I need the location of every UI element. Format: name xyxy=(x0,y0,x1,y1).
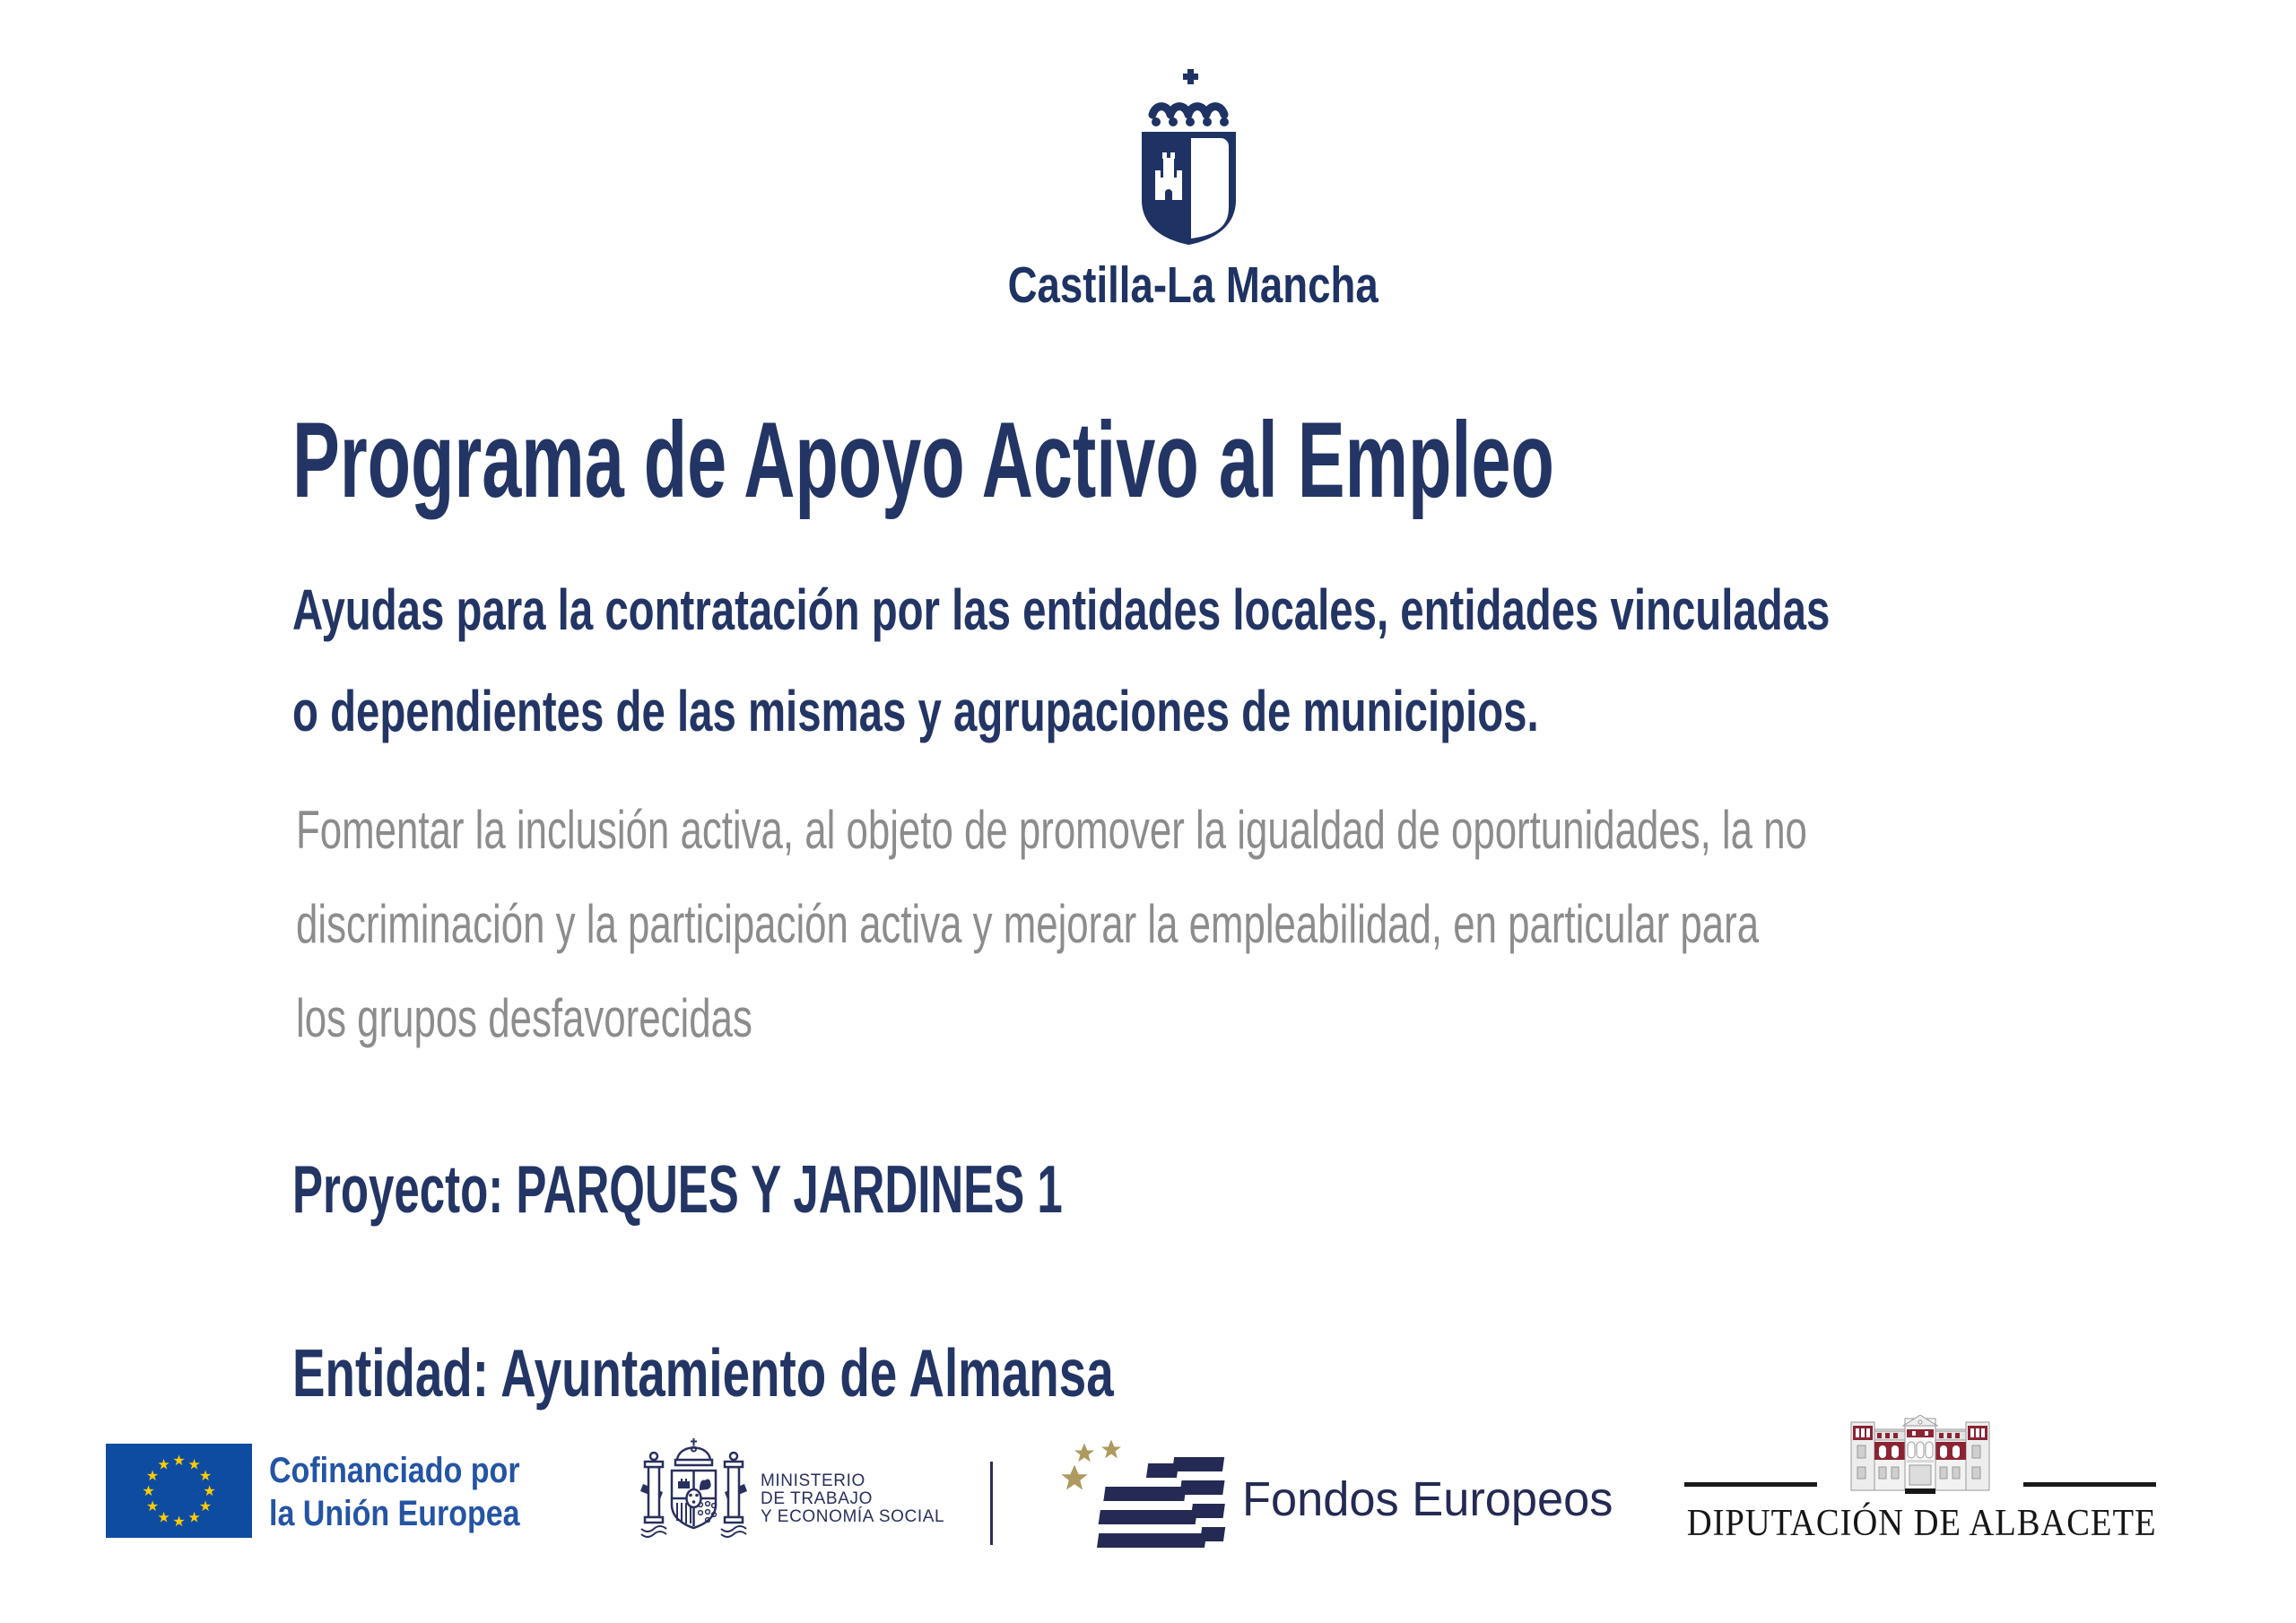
svg-text:★: ★ xyxy=(198,1497,213,1515)
description-line: los grupos desfavorecidas xyxy=(296,988,752,1048)
diputacion-building-icon xyxy=(1849,1415,1991,1494)
fondos-europeos-label: Fondos Europeos xyxy=(1242,1472,1613,1526)
svg-text:★: ★ xyxy=(187,1455,201,1473)
svg-text:★: ★ xyxy=(187,1508,201,1526)
eu-flag-icon xyxy=(106,1444,252,1538)
svg-text:★: ★ xyxy=(157,1508,170,1526)
svg-text:★: ★ xyxy=(172,1513,186,1530)
svg-text:★: ★ xyxy=(172,1452,186,1469)
diputacion-label: DIPUTACIÓN DE ALBACETE xyxy=(1687,1503,2157,1544)
crown-icon xyxy=(1152,107,1224,115)
svg-text:★: ★ xyxy=(203,1482,216,1499)
svg-text:★: ★ xyxy=(198,1467,213,1484)
eu-cofunded-label: Cofinanciado por la Unión Europea xyxy=(269,1451,520,1533)
clm-wordmark-text: Castilla-La Mancha xyxy=(1007,256,1378,314)
entity-label: Entidad: Ayuntamiento de Almansa xyxy=(292,1335,1114,1410)
ministry-label: MINISTERIO DE TRABAJO Y ECONOMÍA SOCIAL xyxy=(761,1471,945,1526)
svg-text:★: ★ xyxy=(145,1497,160,1515)
description-line: discriminación y la participación activa y mejorar la empleabilidad, en particular para xyxy=(296,894,1760,954)
project-label: Proyecto: PARQUES Y JARDINES 1 xyxy=(292,1151,1063,1227)
subtitle-line: Ayudas para la contratación por las entidades locales, entidades vinculadas xyxy=(292,577,1831,642)
right-rule xyxy=(2023,1482,2156,1487)
castilla-la-mancha-emblem-icon xyxy=(1142,65,1236,245)
fondos-europeos-icon xyxy=(1058,1439,1229,1551)
subtitle-line: o dependientes de las mismas y agrupaciones de municipios. xyxy=(292,679,1539,743)
left-rule xyxy=(1684,1482,1817,1487)
crown-dots xyxy=(1152,117,1229,126)
steps-icon xyxy=(1095,1457,1229,1548)
vertical-divider xyxy=(990,1462,993,1545)
description-line: Fomentar la inclusión activa, al objeto de promover la igualdad de oportunidades, la no xyxy=(296,800,1807,860)
gold-stars-icon xyxy=(1061,1440,1121,1490)
svg-text:★: ★ xyxy=(145,1467,160,1484)
clm-wordmark xyxy=(924,256,1462,314)
svg-text:★: ★ xyxy=(142,1482,155,1499)
spain-coat-of-arms-icon xyxy=(636,1435,752,1544)
page-title: Programa de Apoyo Activo al Empleo xyxy=(292,400,1554,520)
svg-text:★: ★ xyxy=(157,1455,170,1473)
